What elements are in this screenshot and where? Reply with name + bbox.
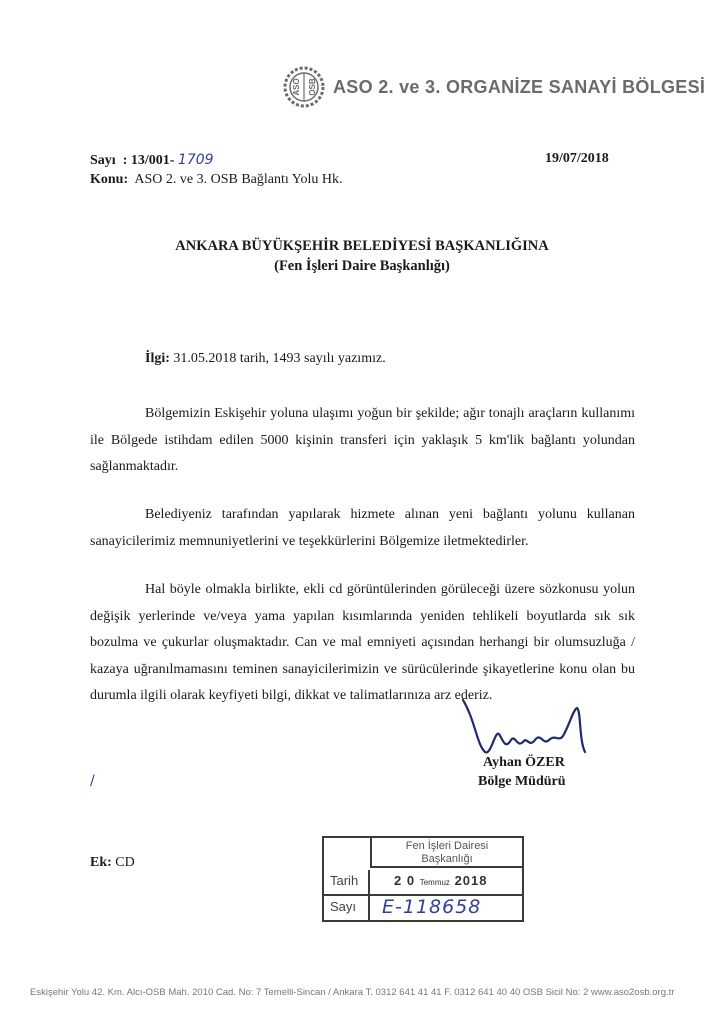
stamp-line2: Başkanlığı	[421, 853, 473, 865]
footer-contact: Eskişehir Yolu 42. Km. Alcı-OSB Mah. 2010 Cad. No: 7 Temelli-Sincan / Ankara T. 0312 641 41 41 F. 0312 641 40 40 OSB Sicil No: 2 www.aso2osb.org.tr	[30, 987, 675, 998]
reference-number	[90, 152, 214, 169]
subject-line	[90, 172, 342, 188]
body-paragraph-1	[90, 401, 635, 481]
stamp-date-value: 2 0 Temmuz 2018	[394, 873, 488, 888]
organization-title: ASO 2. ve 3. ORGANİZE SANAYİ BÖLGESİ	[333, 77, 706, 97]
konu-label: Konu:	[90, 172, 129, 187]
paragraph-1-text: Bölgemizin Eskişehir yoluna ulaşımı yoğun bir şekilde; ağır tonajlı araçların kullanımı ile Bölgede istihdam edilen 5000 kişinin transferi için yaklaşık 5 km'lik bağlantı yolundan sağlanmaktadır.	[90, 406, 635, 474]
body-paragraph-2	[90, 502, 635, 555]
konu-value: ASO 2. ve 3. OSB Bağlantı Yolu Hk.	[134, 172, 343, 187]
ilgi-label: İlgi:	[145, 351, 170, 366]
reference-ilgi	[145, 351, 386, 367]
handwritten-mark: /	[90, 773, 95, 789]
signer-name: Ayhan ÖZER	[483, 755, 565, 770]
attachment-line	[90, 855, 135, 871]
sayi-handwritten: 1709	[177, 152, 214, 168]
paragraph-2-text: Belediyeniz tarafından yapılarak hizmete alınan yeni bağlantı yolunu kullanan sanayicilerimiz memnuniyetlerini ve teşekkürlerini Bölgemize iletmektedirler.	[90, 507, 635, 549]
stamp-number-label: Sayı	[330, 899, 357, 914]
stamp-number-row	[324, 896, 522, 920]
addressee-line2: (Fen İşleri Daire Başkanlığı)	[274, 258, 450, 274]
sayi-label: Sayı	[90, 153, 116, 168]
stamp-date-row	[324, 870, 522, 896]
svg-text:OSB: OSB	[308, 78, 317, 96]
document-date: 19/07/2018	[545, 151, 609, 166]
addressee-line1: ANKARA BÜYÜKŞEHİR BELEDİYESİ BAŞKANLIĞINA	[175, 238, 549, 254]
sayi-value: : 13/001-	[122, 153, 175, 168]
stamp-date-label: Tarih	[330, 873, 359, 888]
attachment-label: Ek:	[90, 855, 112, 870]
stamp-line1: Fen İşleri Dairesi	[405, 840, 489, 852]
paragraph-3-text: Hal böyle olmakla birlikte, ekli cd görüntülerinden görüleceği üzere sözkonusu yolun değişik yerlerinde ve/veya yama yapılan kısımlarında yeniden tehlikeli boyutlarda sık sık bozulma ve çukurlar oluşmaktadır. Can ve mal emniyeti açısından herhangi bir olumsuzluğa / kazaya uğranılmamasını teminen sanayicilerimizin ve sürücülerinde şikayetlerine konu olan bu durumla ilgili olarak keyfiyeti bilgi, dikkat ve talimatlarınıza arz ederiz.	[90, 582, 635, 703]
registry-stamp	[322, 836, 524, 922]
stamp-number-value: E-118658	[382, 896, 482, 918]
signer-title: Bölge Müdürü	[478, 774, 566, 789]
svg-text:ASO: ASO	[292, 78, 301, 96]
ilgi-text: 31.05.2018 tarih, 1493 sayılı yazımız.	[173, 351, 386, 366]
stamp-header	[370, 838, 522, 868]
aso-osb-logo	[283, 66, 325, 108]
attachment-value: CD	[115, 855, 135, 870]
